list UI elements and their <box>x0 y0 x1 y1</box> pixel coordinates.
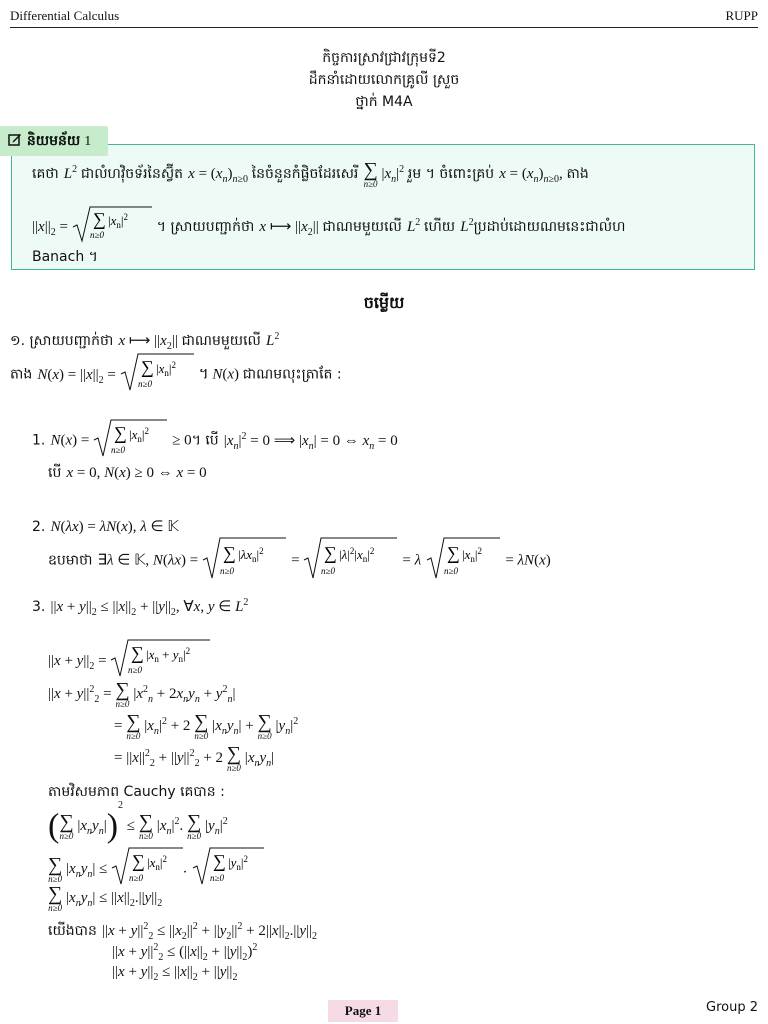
conclusion-1: យើងបាន $||x + y||^2_2 \le ||x_2||^2 + ||y_2||^2 + 2||x||_2.||y||_2$ <box>48 921 318 942</box>
page-number: Page 1 <box>328 1000 398 1022</box>
svg-text:|λ|2|xn|2: $|\lambda|^2|x_n|^2$ <box>339 546 375 564</box>
definition-tag <box>0 126 108 156</box>
header-institution: RUPP <box>725 8 758 23</box>
definition-tag-label: និយមន័យ <box>26 133 81 149</box>
svg-text:n≥0: n≥0 <box>129 873 144 883</box>
svg-text:n≥0: n≥0 <box>444 566 459 576</box>
triangle-step-1: $||x + y||_2$ = ∑ $|x_n + y_n|^2$ n≥0 <box>48 638 210 682</box>
definition-tag-number: 1 <box>84 134 92 149</box>
definition-line-3: Banach ។ <box>32 249 98 265</box>
svg-text:∑: ∑ <box>212 851 226 871</box>
svg-text:n≥0: n≥0 <box>111 445 126 455</box>
svg-text:∑: ∑ <box>140 357 154 377</box>
cauchy-inequality-3: ∑ n≥0 $|x_ny_n| \le ||x||_2.||y||_2$ <box>48 883 163 913</box>
property-2-proof: ឧបមាថា ∃λ ∈ 𝕂, N(λx) = ∑ $|\lambda x_n|^2$ n≥0 = ∑ $|\lambda|^2|x_n|^2$ n≥0 = λ ∑ $|x_n|^2$ n≥0 = λN(x) <box>48 536 551 584</box>
cauchy-statement: តាមវិសមភាព Cauchy គេបាន : <box>48 784 225 800</box>
svg-text:n≥0: n≥0 <box>137 379 152 389</box>
svg-text:|xn|2: $|x_n|^2$ <box>129 426 150 444</box>
svg-text:n≥0: n≥0 <box>321 566 336 576</box>
question-1-statement: ១. ស្រាយបញ្ជាក់ថា x ⟼ $||x_2||$ ជាណមមួយលើ $L^2$ <box>10 331 280 352</box>
svg-text:|xn|2: $|x_n|^2$ <box>155 360 176 378</box>
title-line-1: កិច្ចការស្រាវជ្រាវក្រុមទី2 <box>322 50 446 66</box>
conclusion-2: $||x + y||^2_2 \le (||x||_2 + ||y||_2)^2$ <box>112 942 258 963</box>
svg-text:∑: ∑ <box>114 423 127 443</box>
group-label: Group 2 <box>706 1000 758 1015</box>
norm-definition: តាង $N(x) = ||x||_2$ = ∑ $|x_n|^2$ n≥0 ។ N(x) ជាណមលុះត្រាតែ : <box>10 352 342 396</box>
svg-text:|xn + yn|2: $|x_n + y_n|^2$ <box>146 646 191 664</box>
header-course-title: Differential Calculus <box>10 8 120 23</box>
property-3: 3. $||x + y||_2 \le ||x||_2 + ||y||_2$, ∀x, y ∈ $L^2$ <box>32 597 249 618</box>
svg-text:|xn|2: $|x_n|^2$ <box>147 854 168 872</box>
triangle-step-2: $||x + y||^2_2$ = ∑ n≥0 $|x^2_n + 2x_ny_n + y^2_n|$ <box>48 679 236 709</box>
svg-text:|λxn|2: $|\lambda x_n|^2$ <box>238 546 264 564</box>
cauchy-inequality-2: ∑ n≥0 $|x_ny_n|$ ≤ ∑ $|x_n|^2$ n≥0 . ∑ $|y_n|^2$ n≥0 <box>48 846 264 890</box>
answer-heading: ចម្លើយ <box>363 293 405 312</box>
svg-text:n≥0: n≥0 <box>128 665 143 675</box>
svg-text:∑: ∑ <box>92 209 106 229</box>
conclusion-3: $||x + y||_2 \le ||x||_2 + ||y||_2$ <box>112 964 238 983</box>
cauchy-inequality-1: ( ∑ n≥0 $|x_ny_n|)^2$ ≤ ∑ n≥0 $|x_n|^2$. ∑ n≥0 $|y_n|^2$ <box>48 800 228 845</box>
svg-text:∑: ∑ <box>223 543 236 563</box>
triangle-step-4: = $||x||^2_2 + ||y||^2_2 + 2$ ∑ n≥0 $|x_ny_n|$ <box>114 743 275 773</box>
svg-text:∑: ∑ <box>447 543 461 563</box>
header-divider <box>10 27 758 28</box>
svg-text:n≥0: n≥0 <box>89 230 104 240</box>
svg-text:∑: ∑ <box>131 643 145 663</box>
svg-text:n≥0: n≥0 <box>209 873 224 883</box>
svg-text:|yn|2: $|y_n|^2$ <box>227 854 248 872</box>
definition-line-2: $||x||_2$ = ∑ $|x_n|^2$ n≥0 ។ ស្រាយបញ្ជាក់ថា x ⟼ $||x_2||$ ជាណមមួយលើ $L^2$ ហើយ $L^2$ប្រដាប់ដោយណមនេះជាលំហ <box>32 209 626 240</box>
title-line-2: ដឹកនាំដោយលោកគ្រូលី ស្រួច <box>308 72 460 88</box>
property-1-converse: បើ x = 0, N(x) ≥ 0 ⇔ x = 0 <box>48 465 207 481</box>
property-1: 1. N(x) = ∑ $|x_n|^2$ n≥0 ≥ 0។ បើ $|x_n|^2 = 0$ ⟹ $|x_n| = 0$ ⇔ $x_n = 0$ <box>32 418 398 462</box>
svg-text:|xn|2: $|x_n|^2$ <box>107 212 128 230</box>
title-line-3: ថ្នាក់ M4A <box>355 94 413 110</box>
property-2: 2. N(λx) = λN(x), λ ∈ 𝕂 <box>32 519 179 535</box>
triangle-step-3: = ∑ n≥0 $|x_n|^2 + 2$ ∑ n≥0 $|x_ny_n|$ + ∑ n≥0 $|y_n|^2$ <box>114 711 299 741</box>
svg-text:∑: ∑ <box>132 851 145 871</box>
svg-text:n≥0: n≥0 <box>220 566 234 576</box>
edit-icon <box>8 133 27 149</box>
definition-line-1: គេថា $L^2$ ជាលំហវ៉ិចទ័រនៃស្វ៊ីត $x = (x_n)_{n\ge 0}$ នៃចំនួនកំផ្លិចដែរសេរី ∑ n≥0 $|x_n|^2$ រួម ។ ចំពោះគ្រប់ $x = (x_n)_{n\ge 0}$, តាង <box>32 159 589 189</box>
svg-text:|xn|2: $|x_n|^2$ <box>462 546 483 564</box>
svg-text:∑: ∑ <box>324 543 338 563</box>
